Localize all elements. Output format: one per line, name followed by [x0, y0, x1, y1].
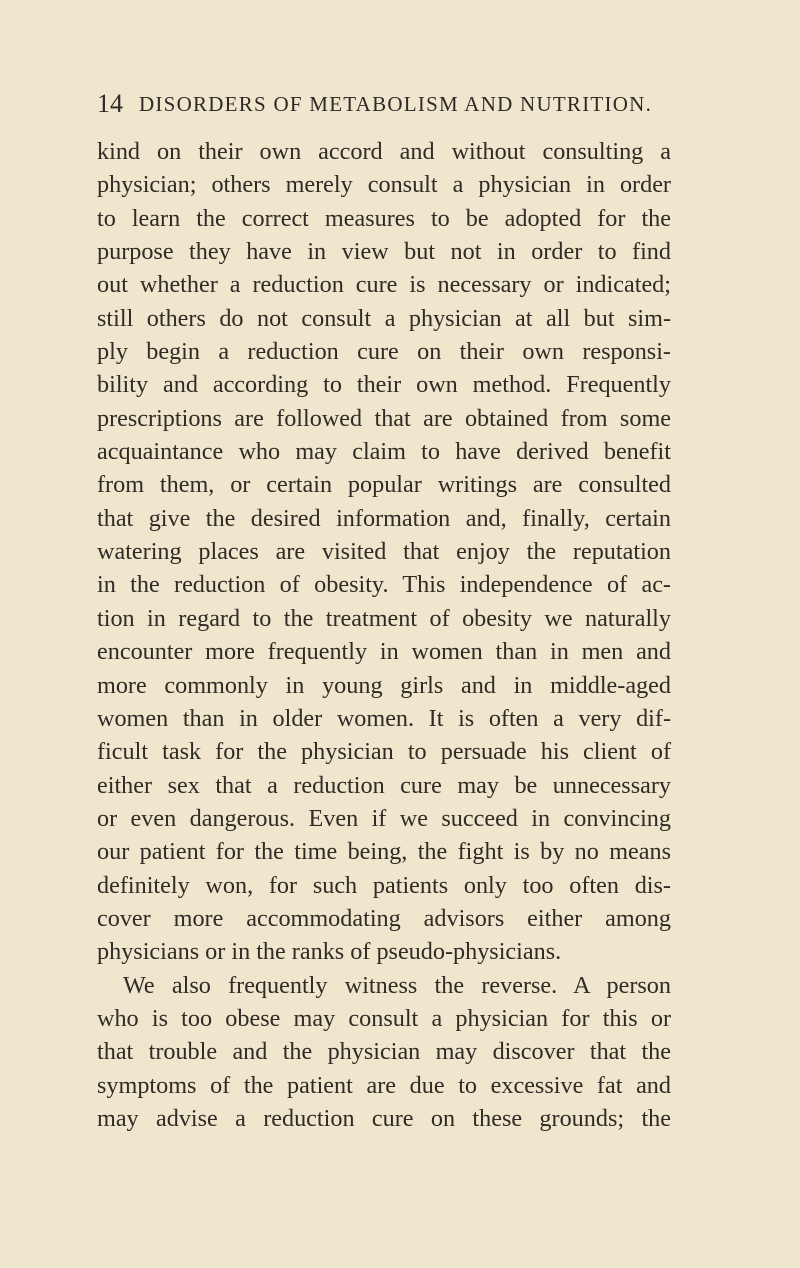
text-line: in the reduction of obesity. This independence of ac- — [97, 571, 671, 599]
text-line: who is too obese may consult a physician for this or — [97, 1004, 671, 1032]
text-line: watering places are visited that enjoy the reputation — [97, 538, 671, 566]
page-number: 14 — [97, 89, 123, 118]
text-line: that give the desired information and, finally, certain — [97, 504, 671, 532]
body-text — [97, 135, 671, 1135]
text-line: physician; others merely consult a physician in order — [97, 171, 671, 199]
text-line: We also frequently witness the reverse. A person — [123, 971, 671, 999]
text-line: purpose they have in view but not in order to find — [97, 238, 671, 266]
text-line: cover more accommodating advisors either among — [97, 904, 671, 932]
page-header — [97, 88, 717, 122]
text-line: or even dangerous. Even if we succeed in convincing — [97, 804, 671, 832]
text-line: our patient for the time being, the fight is by no means — [97, 838, 671, 866]
text-line: prescriptions are followed that are obtained from some — [97, 404, 671, 432]
running-head: DISORDERS OF METABOLISM AND NUTRITION. — [139, 92, 653, 116]
text-line: kind on their own accord and without consulting a — [97, 138, 671, 165]
text-line: to learn the correct measures to be adopted for the — [97, 204, 671, 232]
text-line: still others do not consult a physician at all but sim- — [97, 304, 671, 332]
text-line: more commonly in young girls and in middle-aged — [97, 671, 671, 699]
text-line: encounter more frequently in women than in men and — [97, 638, 671, 666]
text-line: ply begin a reduction cure on their own responsi- — [97, 338, 671, 366]
text-line: that trouble and the physician may discover that the — [97, 1038, 671, 1066]
text-line: tion in regard to the treatment of obesity we naturally — [97, 604, 671, 632]
text-line: bility and according to their own method. Frequently — [97, 371, 671, 399]
text-line: may advise a reduction cure on these grounds; the — [97, 1104, 671, 1132]
text-line: definitely won, for such patients only too often dis- — [97, 871, 671, 899]
text-line: women than in older women. It is often a very dif- — [97, 704, 671, 732]
text-line: physicians or in the ranks of pseudo-physicians. — [97, 938, 562, 966]
text-line: symptoms of the patient are due to excessive fat and — [97, 1071, 671, 1099]
text-line: from them, or certain popular writings are consulted — [97, 471, 671, 499]
text-line: ficult task for the physician to persuade his client of — [97, 738, 671, 766]
text-line: out whether a reduction cure is necessary or indicated; — [97, 271, 671, 299]
text-line: acquaintance who may claim to have derived benefit — [97, 438, 671, 466]
text-line: either sex that a reduction cure may be unnecessary — [97, 771, 671, 799]
